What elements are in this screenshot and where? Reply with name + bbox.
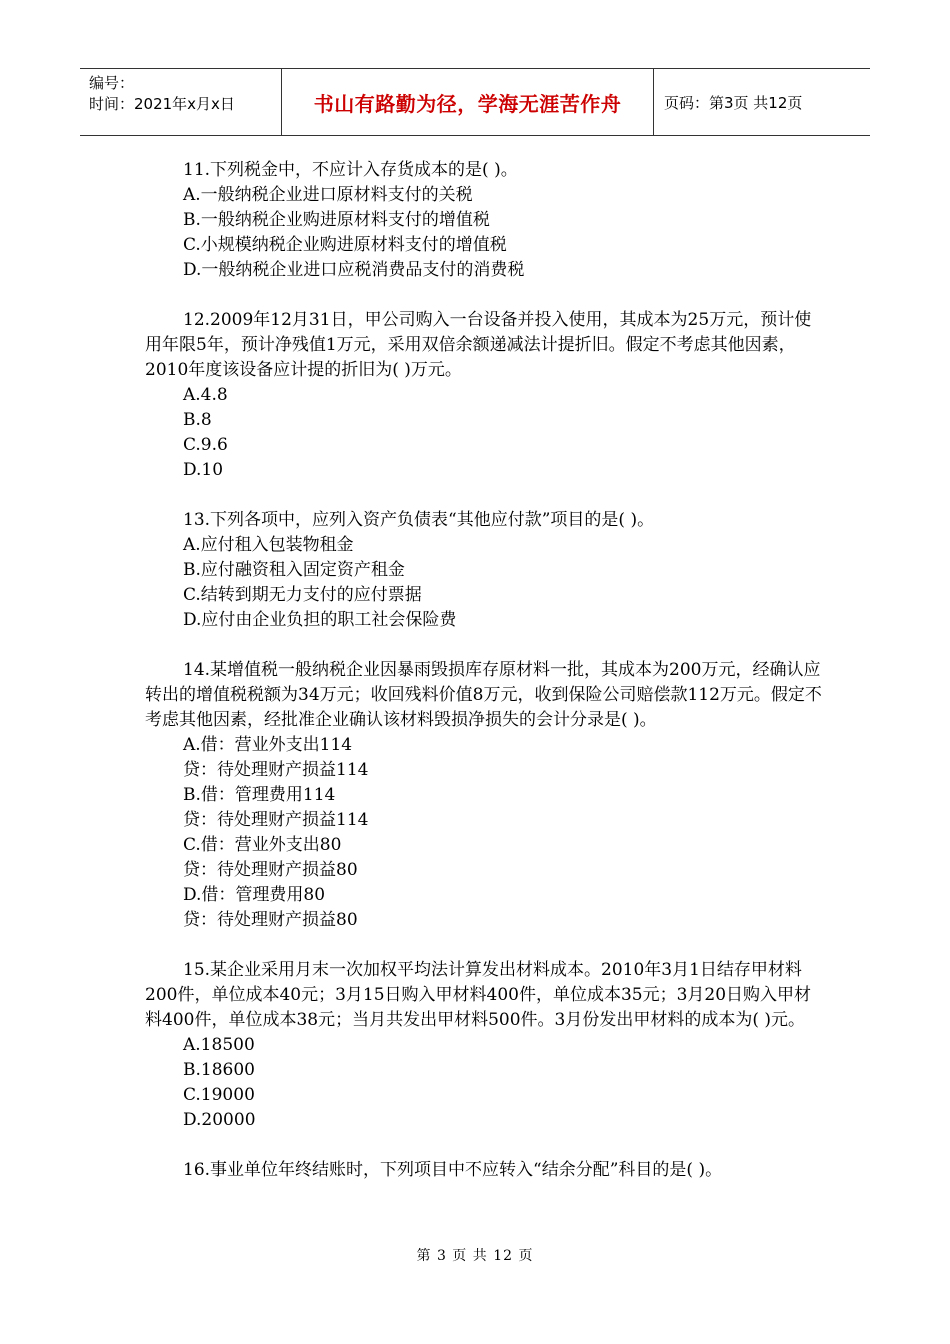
question-stem: 12.2009年12月31日，甲公司购入一台设备并投入使用，其成本为25万元，预计使用年限5年，预计净残值1万元，采用双倍余额递减法计提折旧。假定不考虑其他因素，2010年度该设备应计提的折旧为( )万元。 (145, 310, 812, 380)
header-page-info-cell (654, 69, 870, 135)
question-11 (145, 158, 825, 283)
option-a-debit: A.借：营业外支出114 (183, 735, 353, 755)
option-a: A.一般纳税企业进口原材料支付的关税 (183, 185, 473, 205)
option-b-credit: 贷：待处理财产损益114 (183, 810, 369, 830)
option-b: B.应付融资租入固定资产租金 (183, 560, 405, 580)
option-b: B.18600 (183, 1060, 255, 1080)
header-motto-cell (282, 69, 654, 135)
question-13 (145, 508, 825, 633)
option-c: C.结转到期无力支付的应付票据 (183, 585, 422, 605)
option-c: C.小规模纳税企业购进原材料支付的增值税 (183, 235, 507, 255)
question-15 (145, 958, 825, 1133)
option-a: A.4.8 (183, 385, 228, 405)
question-list (145, 158, 825, 1208)
option-a: A.18500 (183, 1035, 255, 1055)
header-motto: 书山有路勤为径，学海无涯苦作舟 (313, 91, 622, 116)
option-c: C.9.6 (183, 435, 228, 455)
question-stem: 13.下列各项中，应列入资产负债表“其他应付款”项目的是( )。 (183, 510, 655, 530)
option-b-debit: B.借：管理费用114 (183, 785, 336, 805)
option-b: B.一般纳税企业购进原材料支付的增值税 (183, 210, 490, 230)
option-d: D.一般纳税企业进口应税消费品支付的消费税 (183, 260, 525, 280)
option-d-credit: 贷：待处理财产损益80 (183, 910, 358, 930)
question-stem: 16.事业单位年终结账时，下列项目中不应转入“结余分配”科目的是( )。 (183, 1160, 723, 1180)
page-footer: 第 3 页 共 12 页 (416, 1248, 534, 1264)
option-d: D.20000 (183, 1110, 256, 1130)
document-date: 时间：2021年x月x日 (89, 95, 235, 113)
question-stem: 14.某增值税一般纳税企业因暴雨毁损库存原材料一批，其成本为200万元，经确认应转出的增值税税额为34万元；收回残料价值8万元，收到保险公司赔偿款112万元。假定不考虑其他因素，经批准企业确认该材料毁损净损失的会计分录是( )。 (145, 660, 822, 730)
question-stem: 11.下列税金中，不应计入存货成本的是( )。 (183, 160, 518, 180)
page-header (80, 68, 870, 136)
question-14 (145, 658, 825, 933)
header-meta (80, 69, 282, 135)
header-page-info: 页码：第3页 共12页 (664, 93, 803, 112)
option-a-credit: 贷：待处理财产损益114 (183, 760, 369, 780)
option-d: D.应付由企业负担的职工社会保险费 (183, 610, 457, 630)
option-d-debit: D.借：管理费用80 (183, 885, 326, 905)
document-number-label: 编号： (89, 74, 135, 92)
question-16 (145, 1158, 825, 1183)
option-b: B.8 (183, 410, 212, 430)
option-c: C.19000 (183, 1085, 255, 1105)
option-c-debit: C.借：营业外支出80 (183, 835, 342, 855)
option-a: A.应付租入包装物租金 (183, 535, 354, 555)
option-c-credit: 贷：待处理财产损益80 (183, 860, 358, 880)
question-12 (145, 308, 825, 483)
question-stem: 15.某企业采用月末一次加权平均法计算发出材料成本。2010年3月1日结存甲材料200件，单位成本40元；3月15日购入甲材料400件，单位成本35元；3月20日购入甲材料400件，单位成本38元；当月共发出甲材料500件。3月份发出甲材料的成本为( )元。 (145, 960, 812, 1030)
option-d: D.10 (183, 460, 224, 480)
